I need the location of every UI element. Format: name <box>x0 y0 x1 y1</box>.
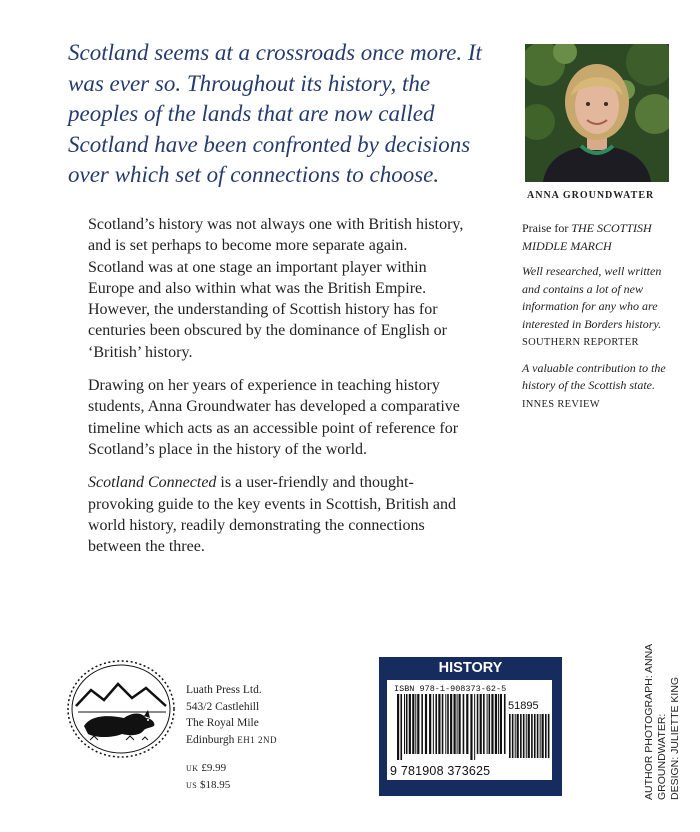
barcode-bar <box>534 714 536 758</box>
credits <box>626 594 696 800</box>
price-amount: £9.99 <box>201 762 227 774</box>
barcode-bar <box>474 694 475 760</box>
barcode-bar <box>512 714 514 758</box>
barcode-bar <box>417 694 419 754</box>
praise-quote <box>522 263 682 352</box>
address-line: 543/2 Castlehill <box>186 700 260 713</box>
barcode-bar <box>433 694 434 754</box>
price-line <box>186 760 230 777</box>
barcode-bar <box>429 694 431 754</box>
barcode-bar <box>425 694 427 754</box>
quote-text: A valuable contribution to the history of the Scottish state. <box>522 360 666 392</box>
barcode-bar <box>498 694 499 754</box>
ean-digits: 9 781908 373625 <box>390 764 491 778</box>
price-barcode <box>508 714 550 764</box>
barcode-bar <box>442 694 444 754</box>
credits-text <box>643 594 682 800</box>
barcode-bar <box>517 714 519 758</box>
quote-source: INNES REVIEW <box>522 398 600 410</box>
blurb-text: is a user-friendly and thought-provoking guide to the key events in Scottish, British and world history, readily demonstrating the connections between the three. <box>88 474 456 556</box>
barcode-bar <box>537 714 539 758</box>
blurb <box>88 214 466 569</box>
barcode-bar <box>489 694 491 754</box>
tagline: Scotland seems at a crossroads once more. It was ever so. Throughout its history, the peoples of the lands that are now called Scotland have been confronted by decisions over which set of connections to choose. <box>68 40 482 187</box>
barcode-bar <box>531 714 533 758</box>
barcode-bar <box>495 694 497 754</box>
category-label: HISTORY <box>438 660 503 676</box>
quote-source: SOUTHERN REPORTER <box>522 337 639 348</box>
barcode-bar <box>480 694 482 754</box>
barcode-bar <box>435 694 437 754</box>
barcode-bar <box>520 714 522 758</box>
barcode-bar <box>477 694 479 754</box>
barcode-bar <box>412 694 414 754</box>
city: Edinburgh <box>186 733 235 746</box>
barcode-bar <box>421 694 423 754</box>
address-line: The Royal Mile <box>186 717 259 729</box>
author-photo <box>525 44 669 182</box>
barcode-bar <box>528 714 530 758</box>
barcode-bar <box>545 714 547 758</box>
barcode-bar <box>438 694 440 754</box>
barcode-bar <box>483 694 485 754</box>
praise-heading <box>522 220 682 255</box>
photo-credit: AUTHOR PHOTOGRAPH: ANNA GROUNDWATER: <box>643 644 668 800</box>
barcode-bar <box>466 694 468 754</box>
barcode-bar <box>487 694 488 754</box>
luath-press-dog-logo-icon <box>66 656 176 766</box>
price-amount: $18.95 <box>199 779 231 791</box>
barcode-bar <box>509 714 511 758</box>
barcode-bar <box>397 694 399 760</box>
barcode-bar <box>504 694 506 754</box>
barcode-bar <box>459 694 461 754</box>
blurb-paragraph <box>88 472 466 557</box>
barcode-bar <box>400 694 402 760</box>
postcode: EH1 2ND <box>237 734 277 745</box>
praise-column <box>522 220 682 421</box>
publisher-logo <box>66 656 176 766</box>
address-line <box>186 732 277 749</box>
price-currency: UK <box>186 764 199 773</box>
publisher-address <box>186 682 277 748</box>
praise-intro: Praise for <box>522 221 572 235</box>
ean-barcode <box>396 694 506 760</box>
design-credit: DESIGN: JULIETTE KING <box>669 676 681 800</box>
blurb-paragraph: Drawing on her years of experience in teaching history students, Anna Groundwater has developed a comparative timeline which acts as an accessible point of reference for Scotland’s place in the history of the world. <box>88 377 460 458</box>
praise-book-title: THE SCOTTISH MIDDLE MARCH <box>522 221 652 253</box>
author-portrait-icon <box>525 44 669 182</box>
price-code: 51895 <box>508 700 539 712</box>
price-line <box>186 777 230 794</box>
barcode-bar <box>491 694 493 754</box>
quote-text: Well researched, well written and contains a lot of new information for any who are interested in Borders history. <box>522 264 662 331</box>
barcode-bar <box>523 714 525 758</box>
barcode-bar <box>409 694 411 754</box>
barcode-bar <box>548 714 550 758</box>
photo-caption: ANNA GROUNDWATER <box>527 190 655 201</box>
barcode-bar <box>404 694 405 754</box>
barcode-bar <box>445 694 446 754</box>
barcode-bar <box>450 694 452 754</box>
barcode-bar <box>454 694 456 754</box>
barcode-bar <box>526 714 527 758</box>
publisher-name: Luath Press Ltd. <box>186 684 262 696</box>
barcode-bar <box>406 694 408 754</box>
barcode-bar <box>515 714 516 758</box>
barcode-bar <box>415 694 416 754</box>
barcode-bar <box>540 714 541 758</box>
prices <box>186 760 230 794</box>
book-title: Scotland Connected <box>88 474 217 492</box>
praise-quote <box>522 360 682 414</box>
barcode-bar <box>542 714 544 758</box>
barcode-bar <box>500 694 502 754</box>
isbn-text: ISBN 978-1-908373-62-5 <box>394 684 507 694</box>
barcode-bar <box>457 694 458 754</box>
barcode-bar <box>463 694 465 754</box>
blurb-paragraph: Scotland’s history was not always one with British history, and is set perhaps to become more separate again. Scotland was at one stage an important player within Europe and also within what was the British Empire. However, the understanding of Scottish history has for centuries been obscured by the dominance of English or ‘British’ history. <box>88 216 464 361</box>
barcode-bar <box>447 694 449 754</box>
price-currency: US <box>186 781 198 790</box>
barcode-bar <box>470 694 472 760</box>
